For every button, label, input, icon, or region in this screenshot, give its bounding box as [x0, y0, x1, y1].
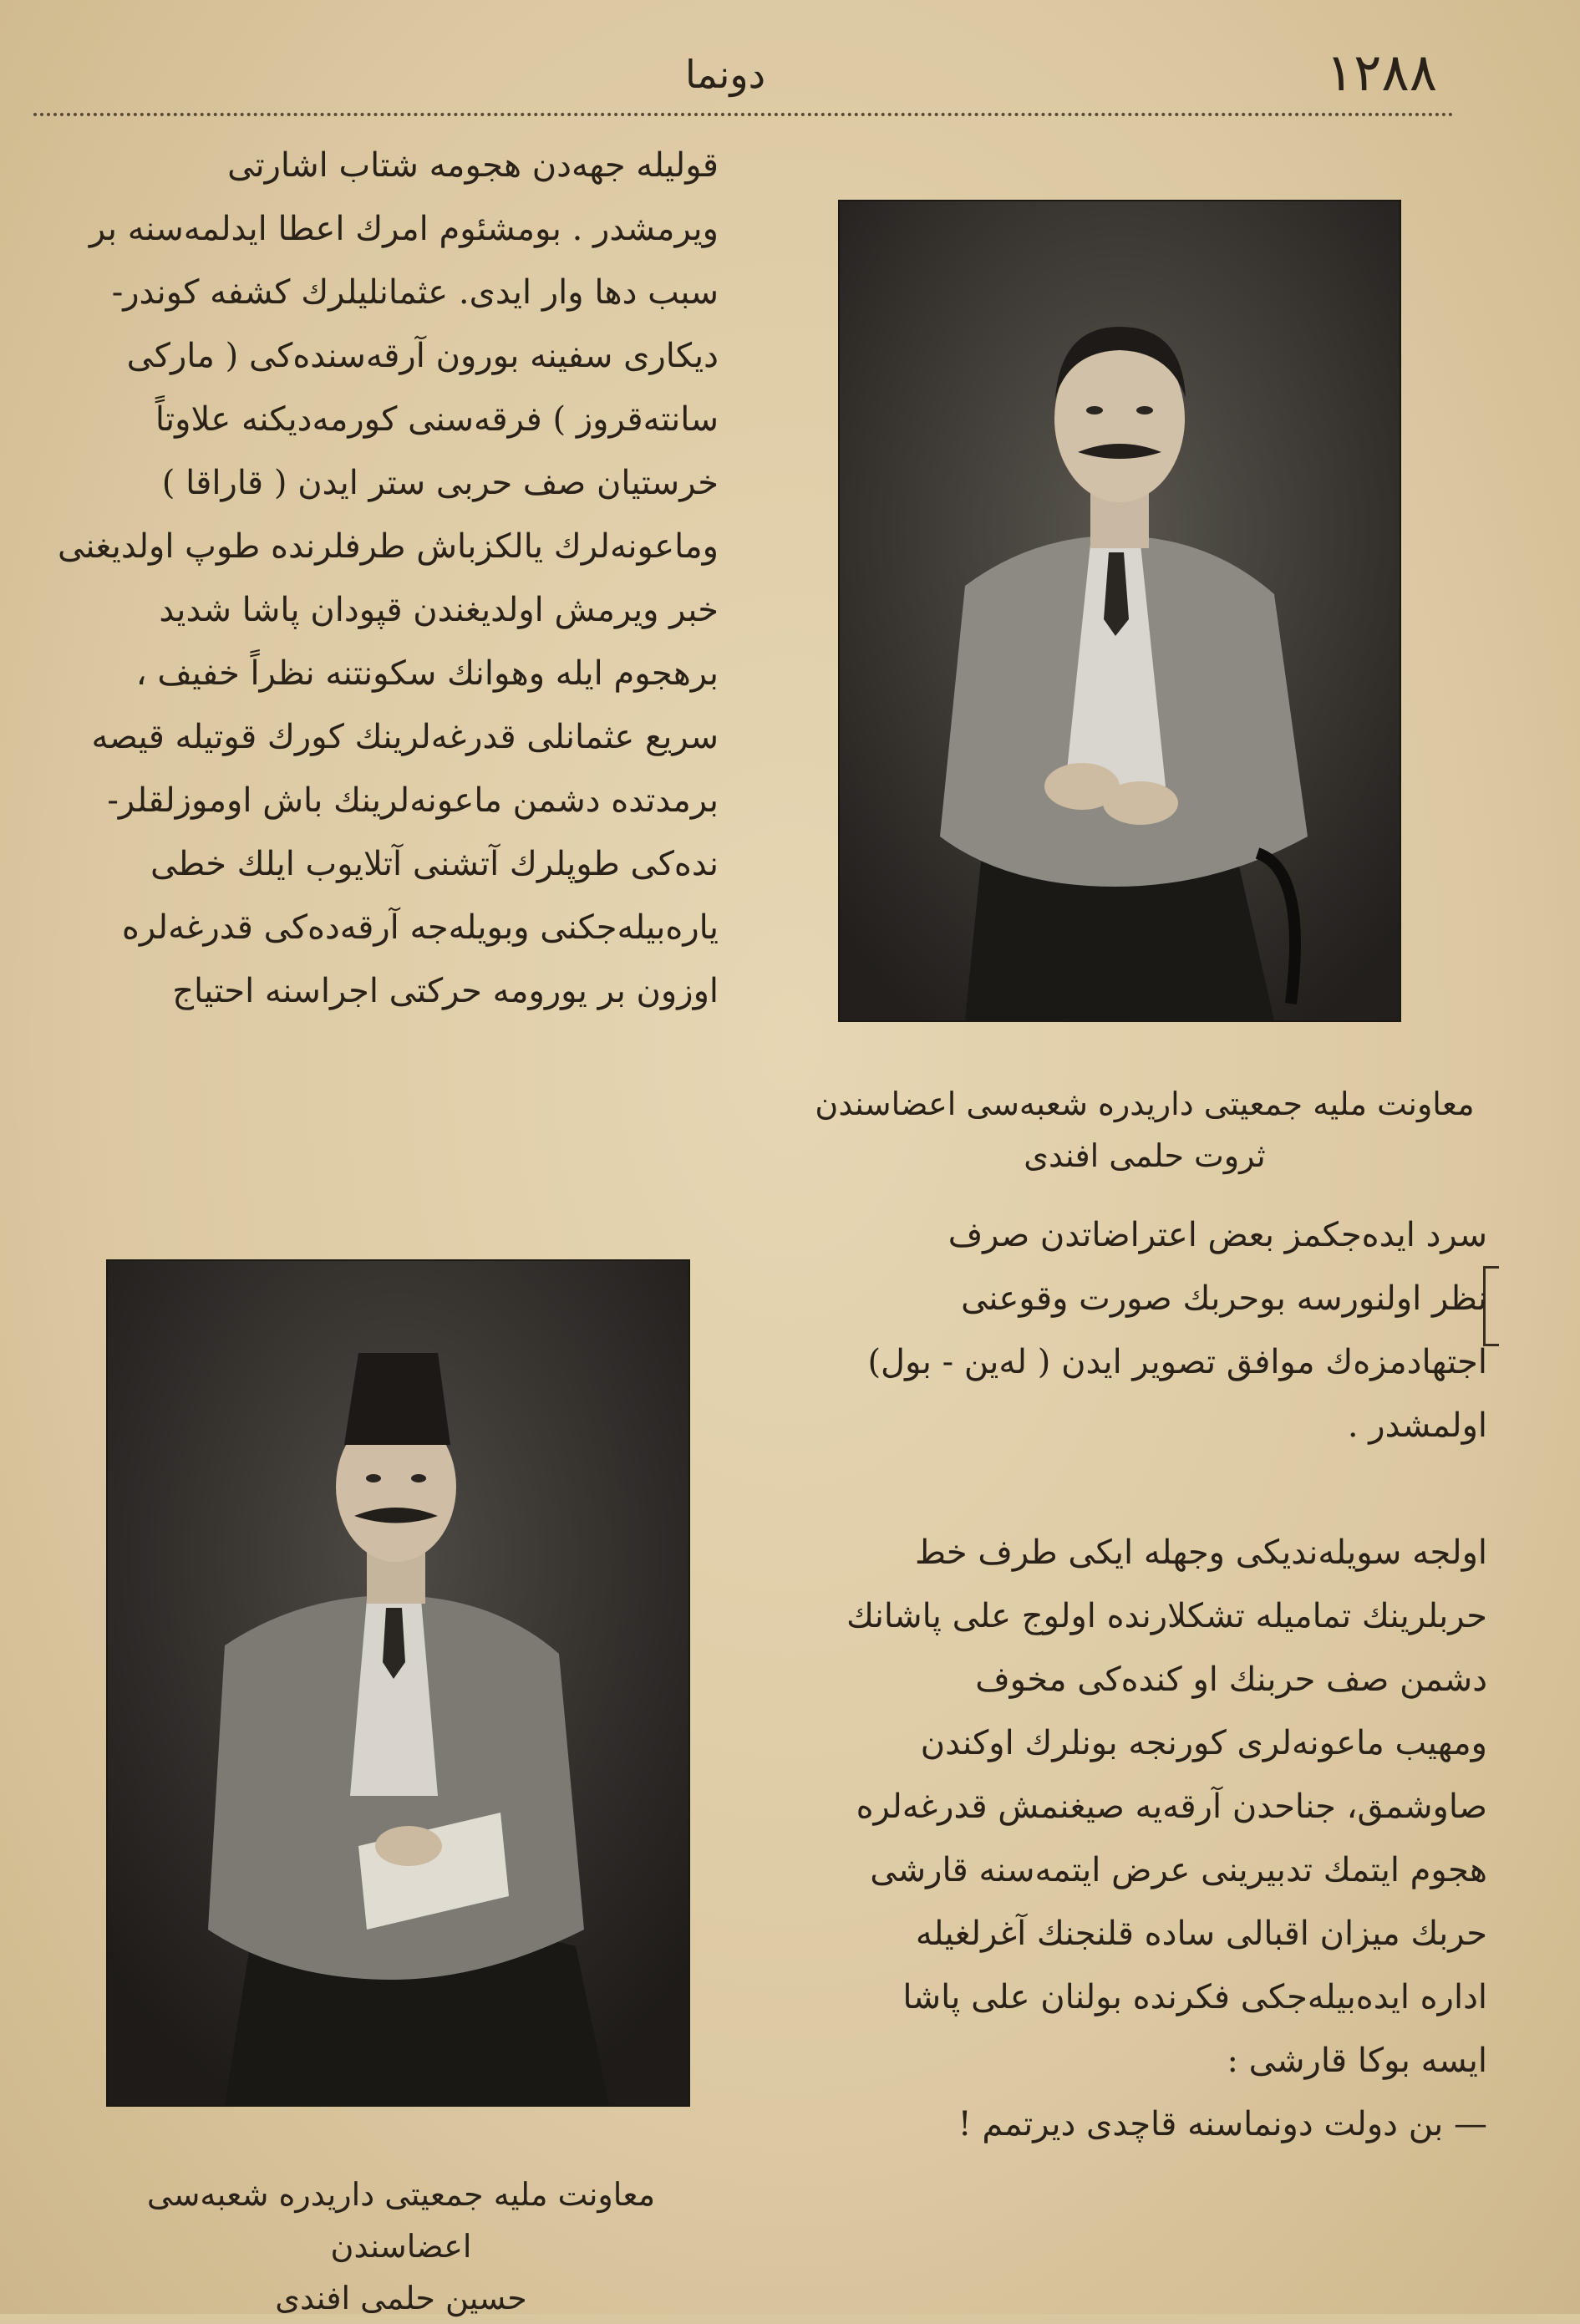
page-header: [50, 33, 1471, 125]
text-line: [802, 1457, 1487, 1521]
text-line: صاوشمق، جناحدن آرقه‌یه صیغنمش قدرغه‌لره: [856, 1787, 1487, 1826]
portrait-photo-huseyin-hilmi: [106, 1259, 690, 2107]
text-line: اوزون بر یورومه حرکتی اجراسنه احتیاج: [172, 972, 719, 1010]
text-line: سرد ایده‌جکمز بعض اعتراضاتدن صرف: [947, 1216, 1487, 1254]
page-number: ١٢٨٨: [1325, 42, 1437, 103]
portrait-silhouette: [108, 1261, 688, 2105]
text-line: برهجوم ایله وهوانك سکونتنه نظراً خفیف ،: [135, 654, 719, 693]
portrait-silhouette: [840, 201, 1400, 1020]
text-line: یاره‌بیله‌جکنی وبویله‌جه آرقه‌ده‌کی قدرغه‌لره: [121, 908, 719, 947]
text-line: اولمشدر .: [1347, 1406, 1487, 1445]
text-line: اولجه سویله‌ندیکی وجهله ایکی طرف خط: [914, 1533, 1487, 1572]
text-line: سبب دها وار ایدی. عثمانلیلرك کشفه کوندر-: [111, 273, 719, 312]
caption-line: معاونت ملیه جمعیتی داریدره شعبه‌سی اعضاسندن: [815, 1086, 1475, 1122]
text-line: ومهیب ماعونه‌لری کورنجه بونلرك اوکندن: [920, 1724, 1487, 1762]
text-line: — بن دولت دونماسنه قاچدی دیرتمم !: [958, 2105, 1487, 2143]
text-line: وماعونه‌لرك یالکزباش طرفلرنده طوپ اولدیغنی: [58, 527, 719, 566]
running-title: دونما: [685, 52, 766, 97]
text-line: ایسه بوکا قارشی :: [1227, 2042, 1487, 2080]
text-line: خبر ویرمش اولدیغندن قپودان پاشا شدید: [159, 591, 719, 629]
text-line: دیکاری سفینه بورون آرقه‌سنده‌کی ( مارکی: [126, 337, 719, 375]
text-line: دشمن صف حربنك او کنده‌کی مخوف: [975, 1660, 1487, 1699]
left-column-text: [33, 134, 719, 1023]
text-line: حربك میزان اقبالی ساده قلنجنك آغرلغیله: [915, 1915, 1487, 1953]
text-line: اداره ایده‌بیله‌جکی فکرنده بولنان علی پاشا: [902, 1978, 1487, 2016]
caption-line: ثروت حلمی افندی: [1024, 1137, 1266, 1174]
text-line: نده‌کی طوپلرك آتشنی آتلایوب ایلك خطی: [150, 845, 719, 883]
text-line: حربلرینك تمامیله تشکلارنده اولوج علی پاشانك: [846, 1597, 1487, 1635]
caption-line: حسین حلمی افندی: [275, 2280, 527, 2316]
text-line: سریع عثمانلی قدرغه‌لرینك کورك قوتیله قیصه: [91, 718, 719, 756]
caption-servet-hilmi: [802, 1078, 1487, 1182]
caption-huseyin-hilmi: [75, 2169, 727, 2324]
text-line: هجوم ایتمك تدبیرینی عرض ایتمه‌سنه قارشی: [870, 1851, 1487, 1889]
header-dotted-rule: [33, 113, 1454, 116]
caption-line: معاونت ملیه جمعیتی داریدره شعبه‌سی اعضاسندن: [146, 2176, 656, 2265]
text-line: سانته‌قروز ) فرقه‌سنی کورمه‌دیکنه علاوتاً: [155, 400, 719, 439]
text-line: برمدتده دشمن ماعونه‌لرینك باش اوموزلقلر-: [107, 781, 719, 820]
text-line: قولیله جهه‌دن هجومه شتاب اشارتی: [227, 146, 719, 185]
right-column-text: [802, 1203, 1487, 2156]
text-line: ویرمشدر . بومشئوم امرك اعطا ایدلمه‌سنه بر: [89, 210, 719, 248]
portrait-photo-servet-hilmi: [838, 200, 1401, 1022]
text-line: نظر اولنورسه بوحربك صورت وقوعنی: [961, 1279, 1487, 1318]
text-line: خرستیان صف حربی ستر ایدن ( قاراقا ): [161, 464, 719, 502]
text-line: اجتهادمزه‌ك موافق تصویر ایدن ( له‌ین - بول): [867, 1343, 1487, 1381]
